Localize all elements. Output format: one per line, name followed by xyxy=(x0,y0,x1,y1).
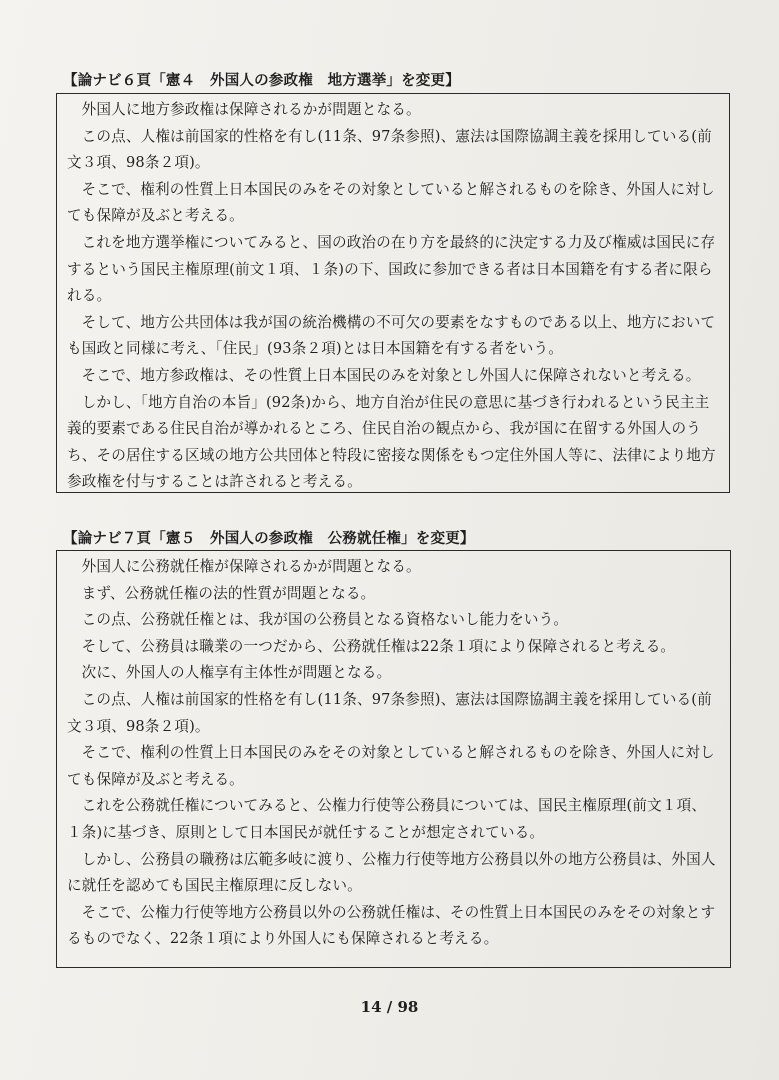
section2-paragraph: そこで、公権力行使等地方公務員以外の公務就任権は、その性質上日本国民のみをその対象とするものでなく、22条１項により外国人にも保障されると考える。 xyxy=(67,903,716,948)
section1-paragraph: そこで、権利の性質上日本国民のみをその対象としていると解されるものを除き、外国人に対しても保障が及ぶと考える。 xyxy=(67,180,715,225)
section1-paragraph: これを地方選挙権についてみると、国の政治の在り方を最終的に決定する力及び権威は国民に存するという国民主権原理(前文１項、１条)の下、国政に参加できる者は日本国籍を有する者に限られる。 xyxy=(67,233,716,305)
section2-paragraph: まず、公務就任権の法的性質が問題となる。 xyxy=(81,584,376,602)
section2-box xyxy=(56,550,731,968)
section2-paragraph: この点、人権は前国家的性格を有し(11条、97条参照)、憲法は国際協調主義を採用している(前文３項、98条２項)。 xyxy=(67,690,712,735)
section2-paragraph: 外国人に公務就任権が保障されるかが問題となる。 xyxy=(81,558,421,575)
section1-box xyxy=(56,93,730,493)
section2-heading: 【論ナビ７頁「憲５ 外国人の参政権 公務就任権」を変更】 xyxy=(63,530,475,547)
section2-paragraph: 次に、外国人の人権享有主体性が問題となる。 xyxy=(81,664,392,682)
section2-paragraph: この点、公務就任権とは、我が国の公務員となる資格ないし能力をいう。 xyxy=(81,611,569,629)
section1-paragraph: この点、人権は前国家的性格を有し(11条、97条参照)、憲法は国際協調主義を採用している(前文３項、98条２項)。 xyxy=(67,127,712,172)
section1-paragraph: しかし、「地方自治の本旨」(92条)から、地方自治が住民の意思に基づき行われるという民主主義的要素である住民自治が導かれるところ、住民自治の観点から、我が国に在留する外国人のうち、その居住する区域の地方公共団体と特段に密接な関係をもつ定住外国人等に、法律により地方参政権を付与することは許されると考える。 xyxy=(67,393,716,491)
section1-heading: 【論ナビ６頁「憲４ 外国人の参政権 地方選挙」を変更】 xyxy=(63,72,460,89)
section1-paragraph: そこで、地方参政権は、その性質上日本国民のみを対象とし外国人に保障されないと考える。 xyxy=(81,366,701,384)
section2-paragraph: しかし、公務員の職務は広範多岐に渡り、公権力行使等地方公務員以外の地方公務員は、外国人に就任を認めても国民主権原理に反しない。 xyxy=(67,850,716,895)
section2-paragraph: そこで、権利の性質上日本国民のみをその対象としていると解されるものを除き、外国人に対しても保障が及ぶと考える。 xyxy=(67,744,715,788)
page-number: 14 / 98 xyxy=(360,998,419,1016)
section1-paragraph: そして、地方公共団体は我が国の統治機構の不可欠の要素をなすものである以上、地方においても国政と同様に考え、「住民」(93条２項)とは日本国籍を有する者をいう。 xyxy=(67,313,716,358)
section1-paragraph: 外国人に地方参政権は保障されるかが問題となる。 xyxy=(81,101,421,118)
section2-paragraph: これを公務就任権についてみると、公権力行使等公務員については、国民主権原理(前文１項、１条)に基づき、原則として日本国民が就任することが想定されている。 xyxy=(67,797,707,841)
section2-paragraph: そして、公務員は職業の一つだから、公務就任権は22条１項により保障されると考える。 xyxy=(81,637,676,655)
